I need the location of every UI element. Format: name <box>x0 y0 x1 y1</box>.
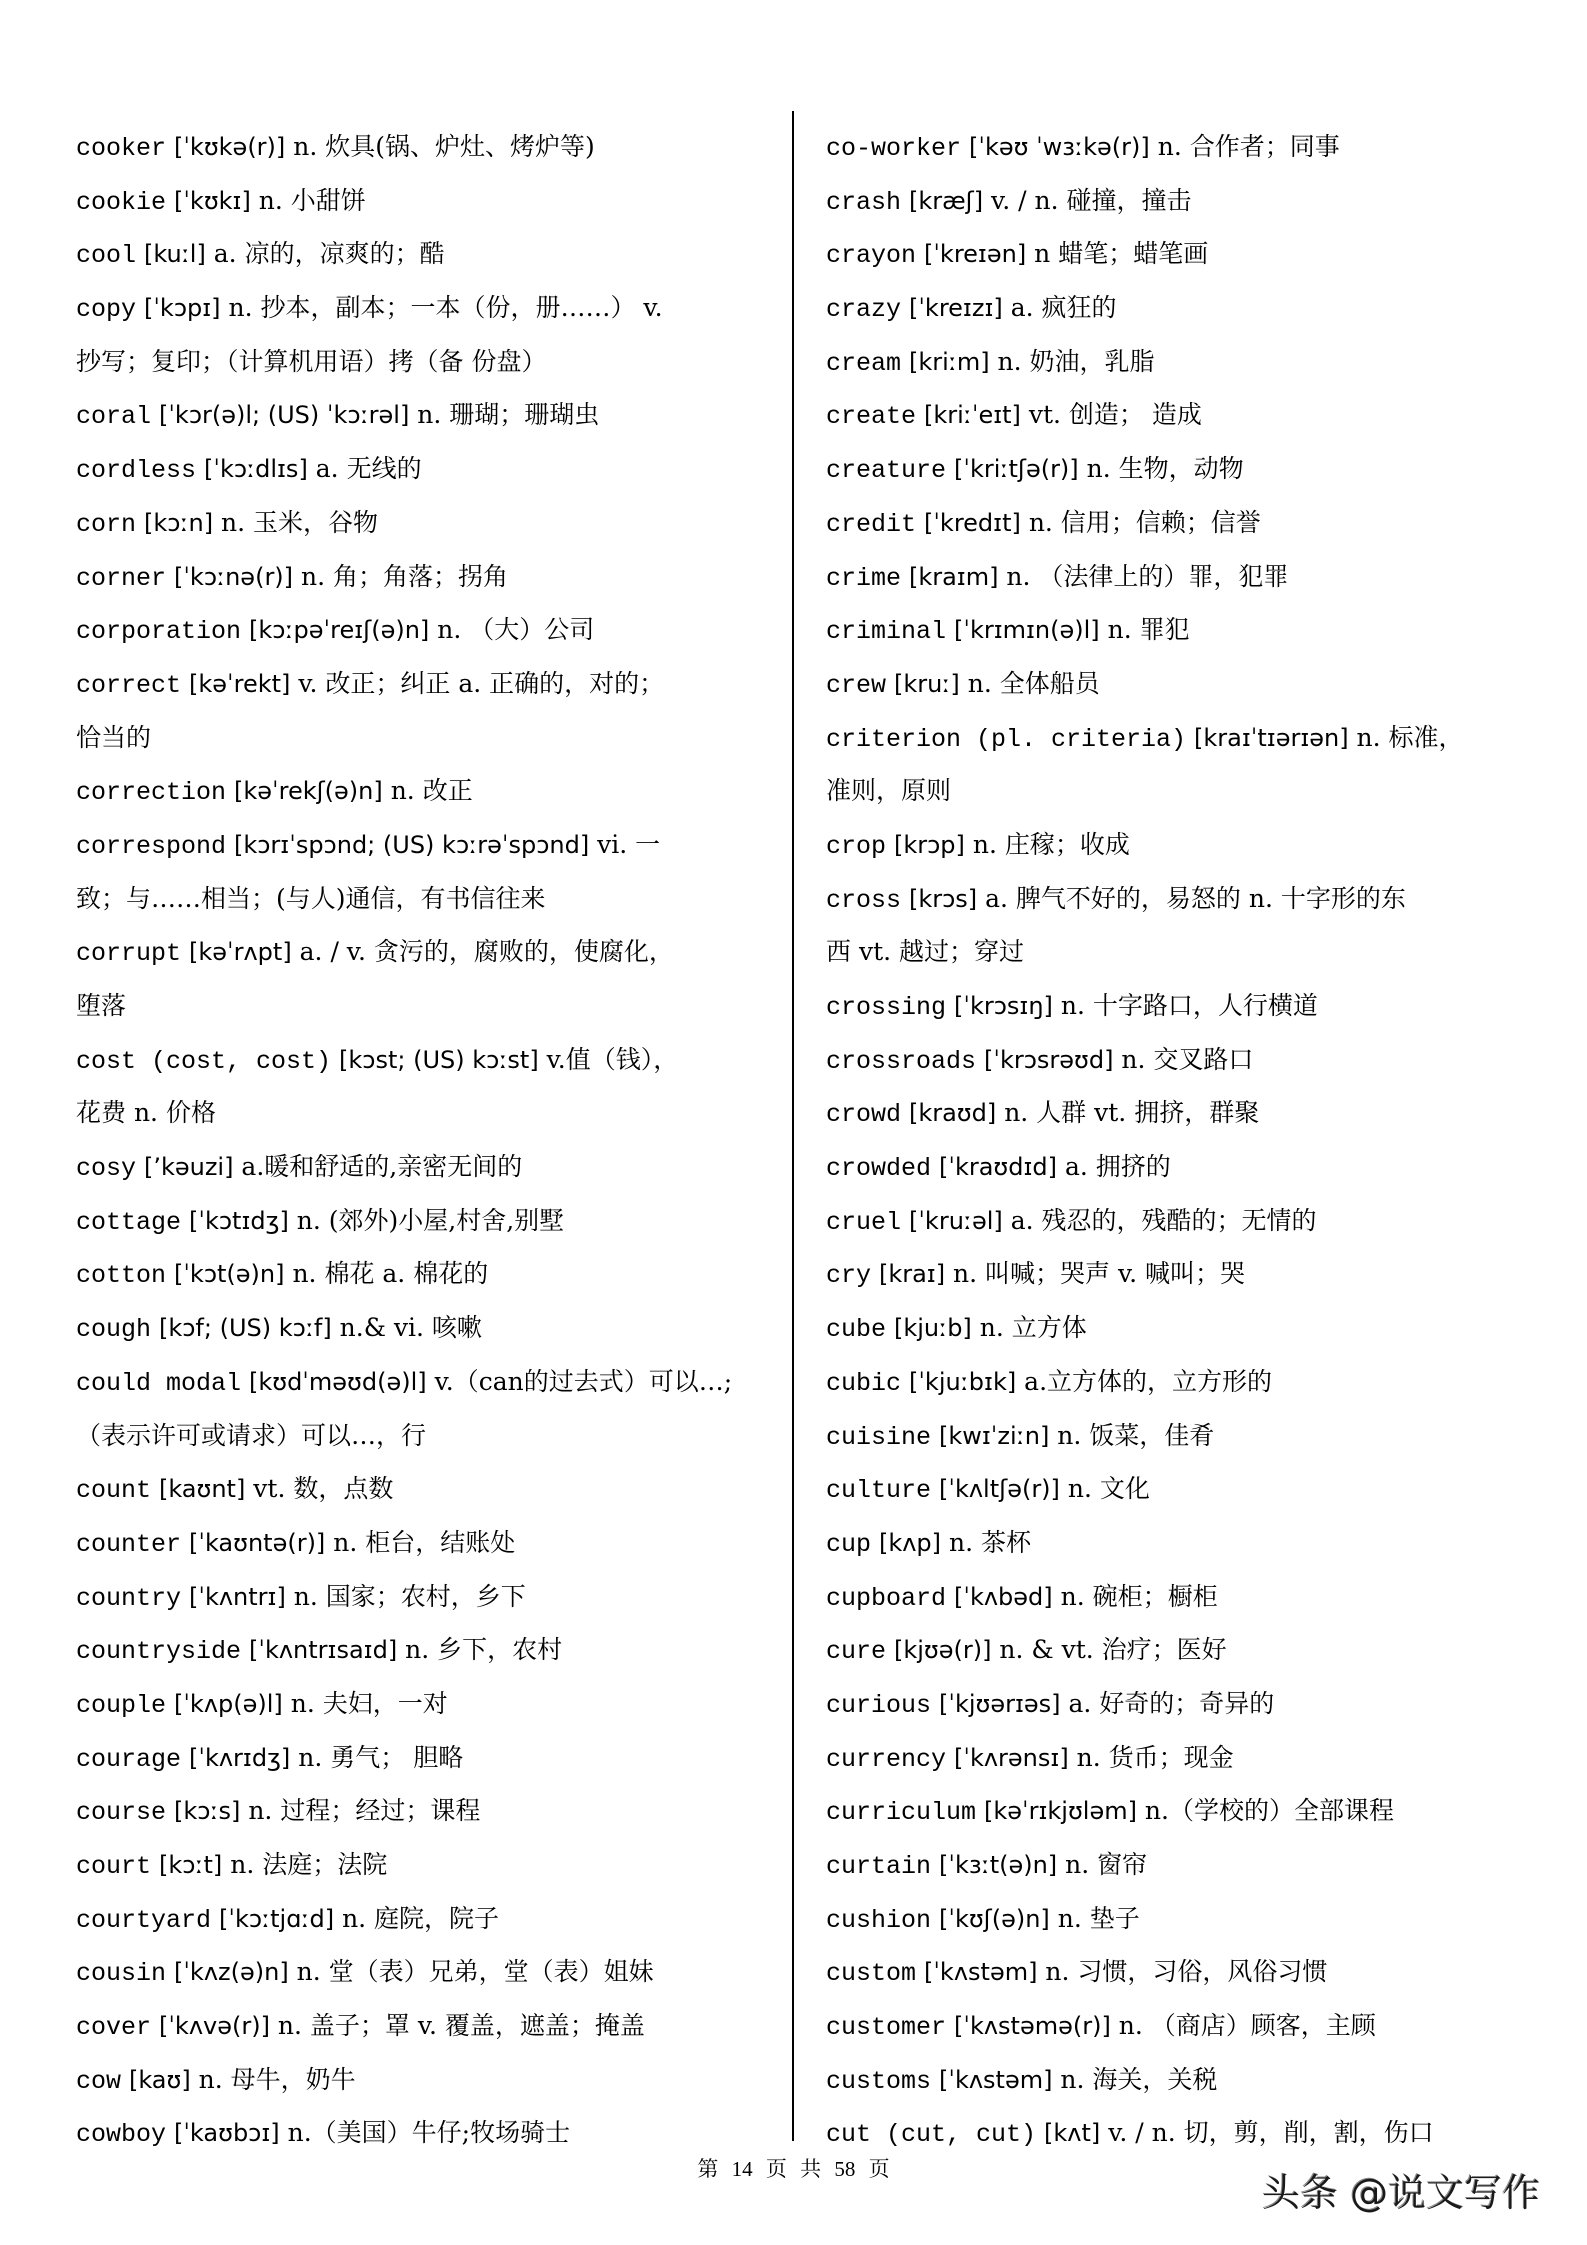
left-column <box>76 120 776 2160</box>
headword: criterion (pl. criteria) <box>826 724 1187 754</box>
phonetic: [krɔs] <box>908 884 978 913</box>
headword: countryside <box>76 1637 242 1667</box>
vocab-entry <box>826 335 1526 389</box>
definition: n. 抄本，副本；一本（份，册……） v. <box>228 293 663 323</box>
definition: a. 拥挤的 <box>1064 1152 1171 1182</box>
vocab-entry <box>826 281 1526 335</box>
definition: vi. 一 <box>597 829 661 859</box>
phonetic: [kraʊd] <box>908 1099 997 1128</box>
definition: n. 法庭；法院 <box>230 1850 388 1879</box>
definition: n. 柜台，结账处 <box>333 1527 516 1557</box>
phonetic: [ˈkʌbəd] <box>953 1582 1053 1611</box>
headword: course <box>76 1798 167 1828</box>
headword: curious <box>826 1690 932 1720</box>
definition: n. 棉花 a. 棉花的 <box>292 1259 489 1289</box>
page-number: 第 14 页 共 58 页 <box>697 2157 890 2181</box>
phonetic: [kəˈrʌpt] <box>188 938 292 967</box>
vocab-entry <box>76 1301 776 1355</box>
definition: n. 母牛，奶牛 <box>198 2064 356 2094</box>
definition: n. 海关，关税 <box>1060 2064 1218 2094</box>
phonetic: [ˈkaʊntə(r)] <box>188 1528 326 1557</box>
headword: correction <box>76 778 227 808</box>
definition: a. 好奇的；奇异的 <box>1068 1688 1275 1718</box>
vocab-entry <box>76 120 776 174</box>
definition: n. 庭院，院子 <box>342 1903 500 1933</box>
vocab-entry <box>76 603 776 657</box>
phonetic: [ˈkəʊ ˈwɜːkə(r)] <box>968 133 1150 161</box>
definition: n. 货币；现金 <box>1076 1742 1234 1772</box>
definition: v. / n. 切，剪，削，割，伤口 <box>1108 2118 1434 2148</box>
headword: counter <box>76 1529 182 1559</box>
headword: cool <box>76 241 137 271</box>
vocab-entry <box>76 1194 776 1248</box>
headword: couple <box>76 1690 167 1720</box>
phonetic: [’kəuzi] <box>143 1153 234 1182</box>
vocab-entry <box>826 1784 1526 1838</box>
headword: cruel <box>826 1207 902 1237</box>
headword: correct <box>76 670 182 700</box>
headword: currency <box>826 1744 947 1774</box>
vocab-entry-continuation <box>76 872 776 926</box>
phonetic: [ˈkaʊbɔɪ] <box>173 2119 280 2148</box>
phonetic: [ˈkɔtɪdʒ] <box>188 1206 289 1235</box>
phonetic: [kraɪm] <box>908 562 999 591</box>
vocab-entry <box>826 711 1526 765</box>
definition: n. 饭菜，佳肴 <box>1057 1420 1215 1450</box>
phonetic: [kaʊ] <box>128 2065 191 2094</box>
headword: credit <box>826 509 917 539</box>
definition: n. 乡下，农村 <box>405 1635 563 1665</box>
definition: n. 标准， <box>1356 722 1464 752</box>
phonetic: [ˈkʌstəm] <box>923 1958 1038 1987</box>
phonetic: [ˈkjʊərɪəs] <box>938 1689 1061 1718</box>
vocab-entry-continuation <box>826 764 1526 818</box>
headword: cowboy <box>76 2120 167 2150</box>
vocab-entry <box>826 1140 1526 1194</box>
definition: n. 垫子 <box>1057 1903 1140 1933</box>
phonetic: [ˈkʌstəm] <box>938 2065 1053 2094</box>
vocab-entry <box>826 872 1526 926</box>
phonetic: [ˈkʌrɪdʒ] <box>188 1743 291 1772</box>
definition: n. 文化 <box>1067 1474 1150 1504</box>
headword: creature <box>826 456 947 486</box>
definition: 堕落 <box>76 991 127 1020</box>
vocab-entry <box>826 388 1526 442</box>
phonetic: [ˈkʌrənsɪ] <box>953 1743 1069 1772</box>
phonetic: [kræʃ] <box>908 186 984 215</box>
vocab-entry <box>76 1999 776 2053</box>
headword: cosy <box>76 1154 137 1184</box>
right-column <box>826 120 1526 2160</box>
headword: coral <box>76 402 152 432</box>
definition: a. 无线的 <box>315 454 422 484</box>
vocab-entry <box>826 1731 1526 1785</box>
vocab-entry <box>76 925 776 979</box>
definition: （表示许可或请求）可以…，行 <box>76 1420 427 1450</box>
vocab-entry <box>76 1516 776 1570</box>
definition: a. 残忍的，残酷的；无情的 <box>1010 1205 1317 1235</box>
vocab-entry <box>76 1033 776 1087</box>
definition: n.（学校的）全部课程 <box>1144 1796 1394 1826</box>
vocab-entry-continuation <box>826 925 1526 979</box>
phonetic: [krɔp] <box>893 830 965 859</box>
vocab-entry <box>826 120 1526 174</box>
phonetic: [ˈkʌstəmə(r)] <box>953 2012 1111 2041</box>
definition: n. 盖子；罩 v. 覆盖，遮盖；掩盖 <box>277 2011 645 2041</box>
definition: n. 炊具(锅、炉灶、烤炉等) <box>293 132 595 161</box>
vocab-entry <box>826 1194 1526 1248</box>
vocab-entry <box>826 1516 1526 1570</box>
vocab-entry <box>76 496 776 550</box>
vocab-entry <box>826 442 1526 496</box>
definition: n. 信用；信赖；信誉 <box>1028 507 1261 537</box>
headword: co-worker <box>826 134 962 163</box>
definition: n. 奶油，乳脂 <box>997 346 1155 376</box>
phonetic: [ˈkreɪzɪ] <box>908 294 1003 323</box>
vocab-entry <box>826 227 1526 281</box>
headword: crowd <box>826 1100 902 1130</box>
headword: corporation <box>76 617 242 647</box>
definition: v.（can的过去式）可以…; <box>434 1366 733 1396</box>
phonetic: [ˈkrɔsrəʊd] <box>983 1045 1114 1074</box>
vocab-entry <box>826 1945 1526 1999</box>
definition: v. 改正；纠正 a. 正确的，对的； <box>298 668 665 698</box>
vocab-entry-continuation <box>76 711 776 765</box>
vocab-entry <box>826 818 1526 872</box>
definition: n. 茶杯 <box>948 1527 1031 1557</box>
phonetic: [kʌp] <box>878 1528 942 1557</box>
definition: 花费 n. 价格 <box>76 1098 216 1128</box>
phonetic: [kriːm] <box>908 347 990 376</box>
vocab-entry <box>76 2053 776 2107</box>
definition: n. 庄稼；收成 <box>972 829 1130 859</box>
phonetic: [ˈkɔr(ə)l; (US) ˈkɔːrəl] <box>158 401 410 430</box>
vocab-entry <box>76 388 776 442</box>
definition: vt. 创造； 造成 <box>1028 400 1202 430</box>
vocab-entry <box>826 1033 1526 1087</box>
vocab-entry <box>76 442 776 496</box>
phonetic: [ˈkʊkə(r)] <box>173 133 286 161</box>
definition: 准则，原则 <box>826 776 952 806</box>
vocab-entry <box>76 818 776 872</box>
vocab-entry <box>826 1301 1526 1355</box>
definition: a.立方体的，立方形的 <box>1024 1366 1273 1396</box>
vocab-entry <box>76 1731 776 1785</box>
definition: n. 全体船员 <box>967 668 1100 698</box>
vocab-entry <box>826 1086 1526 1140</box>
definition: n. 勇气； 胆略 <box>298 1742 464 1772</box>
definition: n. 人群 vt. 拥挤，群聚 <box>1004 1098 1260 1128</box>
headword: crash <box>826 187 902 217</box>
definition: n. （法律上的）罪，犯罪 <box>1006 561 1289 591</box>
definition: n. 堂（表）兄弟，堂（表）姐妹 <box>296 1957 654 1987</box>
phonetic: [kaʊnt] <box>158 1475 246 1504</box>
phonetic: [ˈkredɪt] <box>923 508 1021 537</box>
vocab-entry <box>826 174 1526 228</box>
headword: cross <box>826 885 902 915</box>
phonetic: [kʌt] <box>1044 2119 1101 2148</box>
phonetic: [kuːl] <box>143 240 206 269</box>
definition: n. 夫妇，一对 <box>290 1688 448 1718</box>
vocab-entry <box>826 979 1526 1033</box>
headword: cover <box>76 2013 152 2043</box>
phonetic: [ˈkrɔsɪŋ] <box>953 992 1053 1020</box>
phonetic: [kɔrɪˈspɔnd; (US) kɔːrəˈspɔnd] <box>233 830 590 859</box>
phonetic: [ˈkruːəl] <box>908 1206 1003 1235</box>
vocab-entry <box>76 1945 776 1999</box>
definition: n. (郊外)小屋,村舍,别墅 <box>296 1205 565 1235</box>
headword: criminal <box>826 617 947 647</box>
definition: n.（美国）牛仔;牧场骑士 <box>287 2118 571 2148</box>
phonetic: [ˈkɔt(ə)n] <box>173 1260 285 1289</box>
vocab-entry <box>826 1838 1526 1892</box>
phonetic: [ˈkjuːbɪk] <box>908 1367 1017 1396</box>
definition: 恰当的 <box>76 722 152 752</box>
vocab-entry <box>76 550 776 604</box>
vocab-entry <box>826 657 1526 711</box>
definition: n. 改正 <box>390 776 473 806</box>
phonetic: [kraɪˈtɪərɪən] <box>1194 723 1349 752</box>
headword: court <box>76 1852 152 1881</box>
definition: v.值（钱）， <box>546 1044 679 1074</box>
phonetic: [kɔːt] <box>158 1851 223 1879</box>
headword: cube <box>826 1315 887 1345</box>
headword: cooker <box>76 134 167 163</box>
headword: crowded <box>826 1154 932 1184</box>
headword: custom <box>826 1959 917 1989</box>
phonetic: [kəˈrɪkjʊləm] <box>983 1797 1137 1826</box>
vocab-entry <box>826 603 1526 657</box>
definition: a. / v. 贪污的，腐败的，使腐化， <box>299 937 674 967</box>
vocab-entry <box>826 1409 1526 1463</box>
headword: create <box>826 402 917 432</box>
definition: n. 十字路口，人行横道 <box>1060 991 1318 1020</box>
headword: cow <box>76 2066 122 2096</box>
definition: a. 凉的，凉爽的；酷 <box>213 239 445 269</box>
vocab-entry <box>76 1623 776 1677</box>
headword: cousin <box>76 1959 167 1989</box>
headword: correspond <box>76 831 227 861</box>
phonetic: [ˈkʊkɪ] <box>173 186 251 215</box>
headword: count <box>76 1476 152 1506</box>
phonetic: [ˈkɔːnə(r)] <box>173 562 294 591</box>
definition: 致；与……相当；(与人)通信，有书信往来 <box>76 883 546 913</box>
headword: crossing <box>826 993 947 1022</box>
definition: a. 脾气不好的，易怒的 n. 十字形的东 <box>985 883 1406 913</box>
headword: customs <box>826 2066 932 2096</box>
vocab-entry <box>826 1999 1526 2053</box>
headword: cut (cut, cut) <box>826 2120 1037 2150</box>
vocab-entry <box>826 1570 1526 1624</box>
definition: n. 合作者；同事 <box>1157 132 1340 161</box>
phonetic: [kjuːb] <box>893 1314 972 1343</box>
definition: n. （大）公司 <box>437 615 595 645</box>
definition: n. 角；角落；拐角 <box>300 561 508 591</box>
vocab-entry <box>76 764 776 818</box>
headword: crime <box>826 563 902 593</box>
vocab-entry <box>76 174 776 228</box>
headword: customer <box>826 2013 947 2043</box>
phonetic: [ˈkʌntrɪ] <box>188 1582 286 1611</box>
phonetic: [kəˈrekt] <box>188 669 291 698</box>
phonetic: [kjʊə(r)] <box>893 1636 992 1665</box>
headword: crew <box>826 670 887 700</box>
phonetic: [kɔːn] <box>143 508 214 537</box>
headword: curtain <box>826 1852 932 1881</box>
definition: n. 窗帘 <box>1065 1850 1148 1879</box>
definition: 抄写；复印；（计算机用语）拷（备 份盘） <box>76 346 547 376</box>
definition: n. 碗柜；橱柜 <box>1060 1581 1218 1611</box>
vocab-entry <box>826 1462 1526 1516</box>
headword: cure <box>826 1637 887 1667</box>
headword: could modal <box>76 1368 242 1398</box>
phonetic: [ˈkʌvə(r)] <box>158 2012 270 2041</box>
definition: n 蜡笔；蜡笔画 <box>1034 239 1209 269</box>
headword: copy <box>76 295 137 325</box>
headword: cry <box>826 1261 872 1291</box>
headword: cost (cost, cost) <box>76 1046 332 1076</box>
phonetic: [kɔːpəˈreɪʃ(ə)n] <box>248 616 430 645</box>
vocab-entry <box>76 227 776 281</box>
headword: crazy <box>826 295 902 325</box>
phonetic: [ˈkriːtʃə(r)] <box>953 455 1079 484</box>
phonetic: [kɔst; (US) kɔːst] <box>339 1045 539 1074</box>
vocab-entry <box>76 281 776 335</box>
vocab-entry <box>826 496 1526 550</box>
headword: crayon <box>826 241 917 271</box>
vocab-entry-continuation <box>76 1409 776 1463</box>
phonetic: [kwɪˈziːn] <box>938 1421 1050 1450</box>
vocab-entry-continuation <box>76 335 776 389</box>
phonetic: [ˈkɔːdlɪs] <box>203 455 308 484</box>
vocab-entry <box>826 1247 1526 1301</box>
definition: a.暖和舒适的,亲密无间的 <box>241 1152 523 1182</box>
vocab-entry <box>76 1570 776 1624</box>
definition: n. （商店）顾客，主顾 <box>1118 2011 1376 2041</box>
headword: cubic <box>826 1368 902 1398</box>
column-divider <box>792 111 794 2141</box>
definition: n. 立方体 <box>979 1313 1087 1343</box>
phonetic: [ˈkrɪmɪn(ə)l] <box>953 616 1100 645</box>
phonetic: [ˈkɔpɪ] <box>143 294 221 323</box>
headword: cough <box>76 1315 152 1345</box>
phonetic: [ˈkʌp(ə)l] <box>173 1689 283 1718</box>
headword: courage <box>76 1744 182 1774</box>
definition: n. 罪犯 <box>1107 615 1190 645</box>
headword: corn <box>76 509 137 539</box>
definition: n.& vi. 咳嗽 <box>339 1313 482 1343</box>
phonetic: [kriːˈeɪt] <box>923 401 1021 430</box>
vocab-entry <box>826 1892 1526 1946</box>
phonetic: [kɔːs] <box>173 1797 241 1826</box>
headword: cotton <box>76 1261 167 1291</box>
headword: cupboard <box>826 1583 947 1613</box>
vocab-entry <box>826 1677 1526 1731</box>
headword: cushion <box>826 1905 932 1935</box>
phonetic: [kʊdˈməʊd(ə)l] <box>248 1367 427 1396</box>
vocab-entry <box>76 1462 776 1516</box>
headword: cordless <box>76 456 197 486</box>
definition: n. & vt. 治疗；医好 <box>999 1635 1227 1665</box>
phonetic: [ˈkɜːt(ə)n] <box>938 1851 1058 1879</box>
definition: n. 国家；农村，乡下 <box>293 1581 526 1611</box>
headword: curriculum <box>826 1798 977 1828</box>
phonetic: [kəˈrekʃ(ə)n] <box>233 777 383 806</box>
phonetic: [ˈkʌltʃə(r)] <box>938 1475 1060 1504</box>
headword: cream <box>826 348 902 378</box>
vocab-entry <box>826 550 1526 604</box>
headword: courtyard <box>76 1905 212 1935</box>
headword: corner <box>76 563 167 593</box>
definition: n. 生物，动物 <box>1086 454 1244 484</box>
phonetic: [kruː] <box>893 669 960 698</box>
definition: n. 珊瑚；珊瑚虫 <box>417 400 600 430</box>
headword: cuisine <box>826 1422 932 1452</box>
headword: cup <box>826 1529 872 1559</box>
headword: culture <box>826 1476 932 1506</box>
vocab-entry <box>76 1140 776 1194</box>
definition: n. 过程；经过；课程 <box>248 1796 481 1826</box>
vocab-entry <box>76 1838 776 1892</box>
phonetic: [kraɪ] <box>878 1260 946 1289</box>
vocab-entry <box>76 1892 776 1946</box>
definition: 西 vt. 越过；穿过 <box>826 937 1025 967</box>
vocab-entry <box>826 1355 1526 1409</box>
definition: n. 交叉路口 <box>1121 1044 1254 1074</box>
watermark: 头条 @说文写作 <box>1262 2171 1541 2215</box>
vocab-entry-continuation <box>76 1086 776 1140</box>
headword: cookie <box>76 187 167 217</box>
vocab-entry <box>826 1623 1526 1677</box>
headword: crop <box>826 831 887 861</box>
phonetic: [ˈkraʊdɪd] <box>938 1153 1057 1182</box>
definition: n. 习惯，习俗，风俗习惯 <box>1045 1957 1328 1987</box>
definition: v. / n. 碰撞，撞击 <box>991 185 1192 215</box>
phonetic: [ˈkʌntrɪsaɪd] <box>248 1636 398 1665</box>
vocab-entry <box>76 657 776 711</box>
vocab-entry <box>826 2053 1526 2107</box>
vocab-entry <box>76 1677 776 1731</box>
definition: a. 疯狂的 <box>1010 293 1117 323</box>
phonetic: [ˈkreɪən] <box>923 240 1027 269</box>
phonetic: [ˈkʌz(ə)n] <box>173 1958 289 1987</box>
definition: vt. 数，点数 <box>253 1474 394 1504</box>
vocab-entry-continuation <box>76 979 776 1033</box>
headword: cottage <box>76 1207 182 1237</box>
vocab-entry <box>76 1784 776 1838</box>
definition: n. 叫喊；哭声 v. 喊叫；哭 <box>953 1259 1246 1289</box>
phonetic: [kɔf; (US) kɔːf] <box>158 1314 332 1343</box>
headword: country <box>76 1583 182 1613</box>
definition: n. 小甜饼 <box>258 185 366 215</box>
phonetic: [ˈkɔːtjɑːd] <box>218 1904 335 1933</box>
vocab-entry <box>76 1355 776 1409</box>
definition: n. 玉米，谷物 <box>221 507 379 537</box>
headword: corrupt <box>76 939 182 969</box>
phonetic: [ˈkʊʃ(ə)n] <box>938 1904 1050 1933</box>
headword: crossroads <box>826 1046 977 1076</box>
vocab-entry <box>76 1247 776 1301</box>
